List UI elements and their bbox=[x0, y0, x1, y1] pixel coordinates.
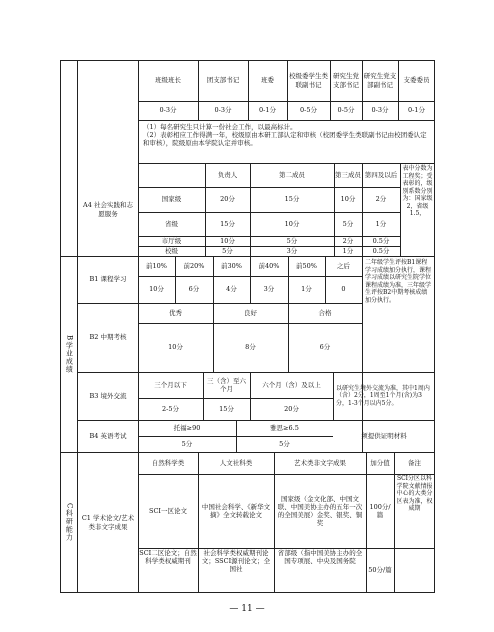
a4-header-3: 第三成员 bbox=[335, 170, 361, 179]
c1-header-3: 艺术类非文字成果 bbox=[294, 458, 346, 467]
b1-score-5: 1分 bbox=[301, 285, 312, 294]
a4-level-city: 市厅级 bbox=[161, 236, 182, 245]
b4-remark: 须提供证明材料 bbox=[361, 431, 407, 440]
a4-header-2: 第二成员 bbox=[279, 170, 305, 179]
b1-header-5: 前50% bbox=[296, 261, 317, 270]
b1-header-2: 前20% bbox=[183, 261, 205, 270]
role-score-2: 0-3分 bbox=[214, 106, 232, 115]
b4-header-1: 托福≥90 bbox=[173, 423, 201, 432]
roles-notes: （1）每名研究生只计算一份社会工作，以最高标计。 （2）表彰相应工作得满一年，校级原由本研工部认定和审核（校团委学生类联副书记由校团委认定和审核），院级原由本学院认定并审核。 bbox=[143, 123, 427, 148]
a4-level-provincial: 省级 bbox=[165, 219, 178, 228]
role-header-3: 班委 bbox=[261, 76, 274, 85]
role-score-3: 0-1分 bbox=[259, 106, 276, 115]
a4-level-national: 国家级 bbox=[161, 195, 182, 204]
b2-header-1: 优秀 bbox=[169, 308, 182, 317]
b1-header-4: 前40% bbox=[258, 261, 280, 270]
b1-score-6: 0 bbox=[341, 285, 346, 294]
a4-score: 15分 bbox=[220, 219, 235, 228]
a4-level-school: 校级 bbox=[165, 246, 178, 255]
b3-remark: 以研究生境外交流为准，其中1周内（含）2分，1周至1个月(含)为3分，1-3个月以内5分。 bbox=[336, 384, 430, 407]
a4-score: 0.5分 bbox=[372, 246, 390, 255]
b2-label: B2 中期考核 bbox=[89, 333, 127, 342]
b1-label: B1 课程学习 bbox=[89, 275, 127, 284]
a4-score: 1分 bbox=[342, 246, 354, 255]
b4-header-2: 雅思≥6.5 bbox=[270, 423, 299, 432]
a4-header-4: 第四及以后 bbox=[364, 170, 398, 179]
a4-remark: 表中分数为工程奖；受表彰的，级别系数分别为：国家级2，省级1.5， bbox=[402, 165, 433, 217]
b1-score-4: 3分 bbox=[263, 285, 275, 294]
b1-header-1: 前10% bbox=[146, 261, 167, 270]
b1-score-3: 4分 bbox=[226, 285, 237, 294]
a4-score: 5分 bbox=[286, 236, 298, 245]
a4-score: 1分 bbox=[375, 219, 387, 228]
b3-header-2: 三（含）至六个月 bbox=[207, 376, 246, 393]
c1-header-5: 备注 bbox=[408, 458, 421, 467]
c1-row1-remark: SCI分区以科学院文献情报中心的大类分区表为准，权威期 bbox=[396, 475, 433, 512]
b1-header-3: 前30% bbox=[221, 261, 242, 270]
c1-row2-art: 省部级（指中国美协主办的全国专项展、中央及国务院 bbox=[277, 549, 363, 566]
c1-row1-natural: SCI一区论文 bbox=[149, 506, 187, 515]
role-header-2: 团支部书记 bbox=[206, 76, 240, 85]
c1-row2-points: 50分/篇 bbox=[368, 566, 392, 575]
b2-score-1: 10分 bbox=[168, 343, 183, 352]
b3-score-1: 2-5分 bbox=[162, 404, 179, 413]
b3-header-1: 三个月以下 bbox=[154, 380, 187, 389]
c1-header-2: 人文社科类 bbox=[219, 458, 253, 467]
a4-score: 15分 bbox=[284, 195, 300, 204]
c1-row1-points: 100分/篇 bbox=[369, 502, 391, 519]
a4-score: 5分 bbox=[222, 246, 233, 255]
a4-score: 10分 bbox=[284, 219, 300, 228]
role-header-1: 班级班长 bbox=[155, 76, 181, 85]
c1-row1-art: 国家级（金文化部、中国文联、中国美协主办的五年一次的全国美展）金奖、银奖、铜奖 bbox=[277, 494, 363, 528]
section-b-label: B学业成绩 bbox=[65, 334, 74, 374]
b3-header-3: 六个月（含）及以上 bbox=[262, 380, 321, 389]
a4-label: A4 社会实践和志愿服务 bbox=[83, 201, 133, 218]
b1-header-6: 之后 bbox=[337, 261, 350, 270]
role-score-6: 0-3分 bbox=[371, 106, 389, 115]
b4-label: B4 英语考试 bbox=[89, 431, 127, 440]
role-score-5: 0-5分 bbox=[337, 106, 355, 115]
page-number: — 11 — bbox=[229, 604, 265, 614]
a4-score: 0.5分 bbox=[372, 236, 390, 245]
b4-score-1: 5分 bbox=[181, 439, 193, 448]
b-remark: 二年级学生评按B1课程学习成绩加分执行，课程学习成绩以研究生院学位课程成绩为准，三年级学生评按B2中期考核成绩加分执行。 bbox=[365, 259, 432, 304]
a4-score: 10分 bbox=[340, 195, 356, 204]
b2-score-3: 6分 bbox=[319, 343, 331, 352]
role-score-7: 0-1分 bbox=[408, 106, 425, 115]
a4-header-1: 负责人 bbox=[217, 170, 238, 179]
c1-row2-humanities: 社会科学类权威期刊论文；SSCI源刊论文；全国社 bbox=[201, 549, 271, 574]
b2-header-3: 合格 bbox=[318, 308, 332, 317]
b1-score-1: 10分 bbox=[149, 285, 164, 294]
b1-score-2: 6分 bbox=[188, 285, 200, 294]
role-score-1: 0-3分 bbox=[159, 106, 177, 115]
c1-row2-natural: SCI二区论文；自然科学类权威期刊 bbox=[139, 549, 197, 566]
c1-header-4: 加分值 bbox=[370, 458, 390, 467]
role-score-4: 0-5分 bbox=[300, 106, 317, 115]
role-header-5: 研究生党支部书记 bbox=[333, 72, 359, 89]
b2-score-2: 8分 bbox=[245, 343, 256, 352]
a4-score: 20分 bbox=[220, 195, 235, 204]
a4-score: 2分 bbox=[375, 195, 387, 204]
section-c-label: C科研能力 bbox=[65, 503, 74, 542]
role-header-7: 支委委员 bbox=[403, 76, 430, 85]
b2-header-2: 良好 bbox=[244, 308, 257, 317]
b3-score-2: 15分 bbox=[219, 404, 234, 413]
role-header-6: 研究生党支部副书记 bbox=[363, 72, 397, 89]
c1-header-1: 自然科学类 bbox=[151, 458, 185, 467]
a4-score: 2分 bbox=[342, 236, 354, 245]
a4-score: 3分 bbox=[286, 246, 298, 255]
b3-score-3: 20分 bbox=[284, 404, 299, 413]
c1-label: C1 学术论文/艺术类非文字成果 bbox=[81, 514, 135, 531]
a4-score: 10分 bbox=[220, 236, 235, 245]
b3-label: B3 境外交流 bbox=[89, 391, 127, 400]
b4-score-2: 5分 bbox=[279, 439, 290, 448]
role-header-4: 校级委学生类联副书记 bbox=[289, 72, 328, 89]
c1-row1-humanities: 中国社会科学、《新华文摘》全文转载论文 bbox=[201, 502, 271, 519]
a4-score: 5分 bbox=[342, 219, 354, 228]
